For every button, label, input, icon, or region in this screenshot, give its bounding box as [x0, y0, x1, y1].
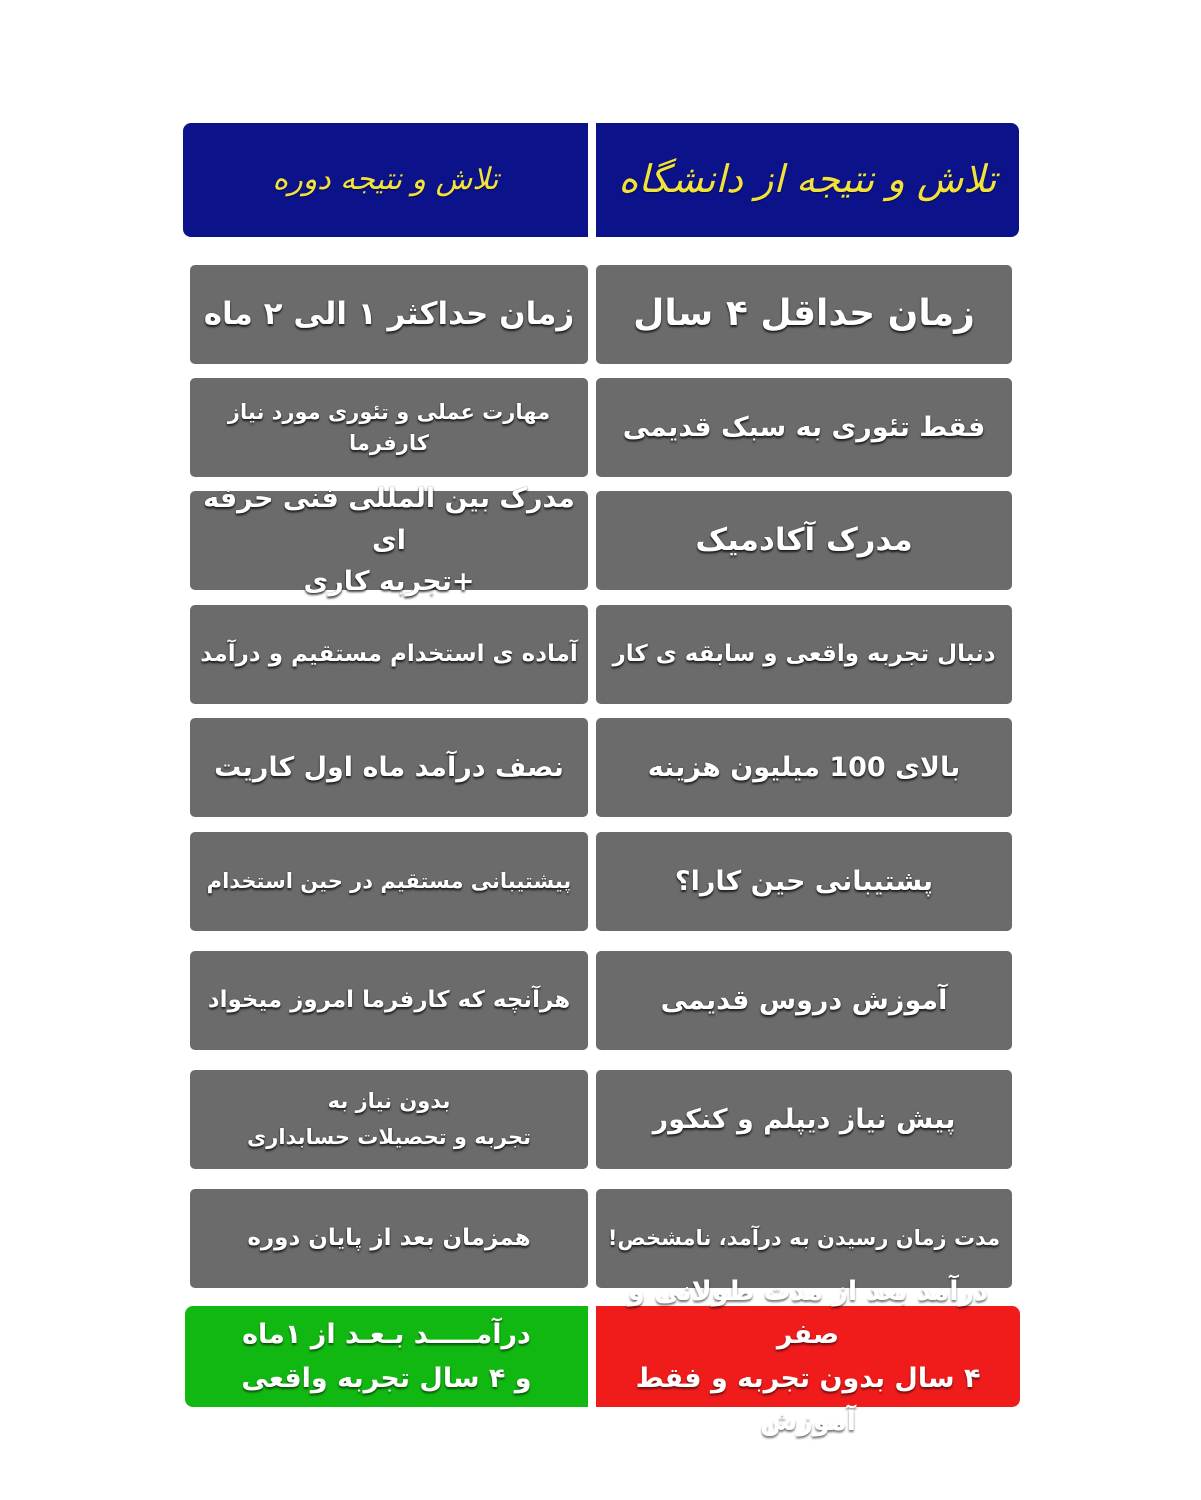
header-course [183, 123, 588, 237]
course-cell-2: مهارت عملی و تئوری مورد نیاز کارفرما [190, 378, 588, 477]
header-course-title: تلاش و نتیجه دوره [272, 162, 499, 198]
course-cell-7: هرآنچه که کارفرما امروز میخواد [190, 951, 588, 1050]
university-cell-2: فقط تئوری به سبک قدیمی [596, 378, 1012, 477]
course-result-cell: درآمـــــد بـعـد از ۱ماه و ۴ سال تجربه واقعی [185, 1306, 588, 1407]
course-cell-8: بدون نیاز به تجربه و تحصیلات حسابداری [190, 1070, 588, 1169]
university-cell-6: پشتیبانی حین کارا؟ [596, 832, 1012, 931]
university-cell-8: پیش نیاز دیپلم و کنکور [596, 1070, 1012, 1169]
university-result-cell: درآمد بعد از مدت طولانی و صفر ۴ سال بدون تجربه و فقط آموزش [596, 1306, 1020, 1407]
course-cell-3: مدرک بین المللی فنی حرفه ای +تجربه کاری [190, 491, 588, 590]
university-cell-1: زمان حداقل ۴ سال [596, 265, 1012, 364]
university-cell-7: آموزش دروس قدیمی [596, 951, 1012, 1050]
university-cell-3: مدرک آکادمیک [596, 491, 1012, 590]
university-cell-5: بالای 100 میلیون هزینه [596, 718, 1012, 817]
course-cell-5: نصف درآمد ماه اول کاریت [190, 718, 588, 817]
course-cell-1: زمان حداکثر ۱ الی ۲ ماه [190, 265, 588, 364]
header-university-title: تلاش و نتیجه از دانشگاه [618, 157, 997, 202]
course-cell-4: آماده ی استخدام مستقیم و درآمد [190, 605, 588, 704]
university-cell-9: مدت زمان رسیدن به درآمد، نامشخص! [596, 1189, 1012, 1288]
university-cell-4: دنبال تجربه واقعی و سابقه ی کار [596, 605, 1012, 704]
course-cell-6: پیشتیبانی مستقیم در حین استخدام [190, 832, 588, 931]
course-cell-9: همزمان بعد از پایان دوره [190, 1189, 588, 1288]
header-university [596, 123, 1019, 237]
